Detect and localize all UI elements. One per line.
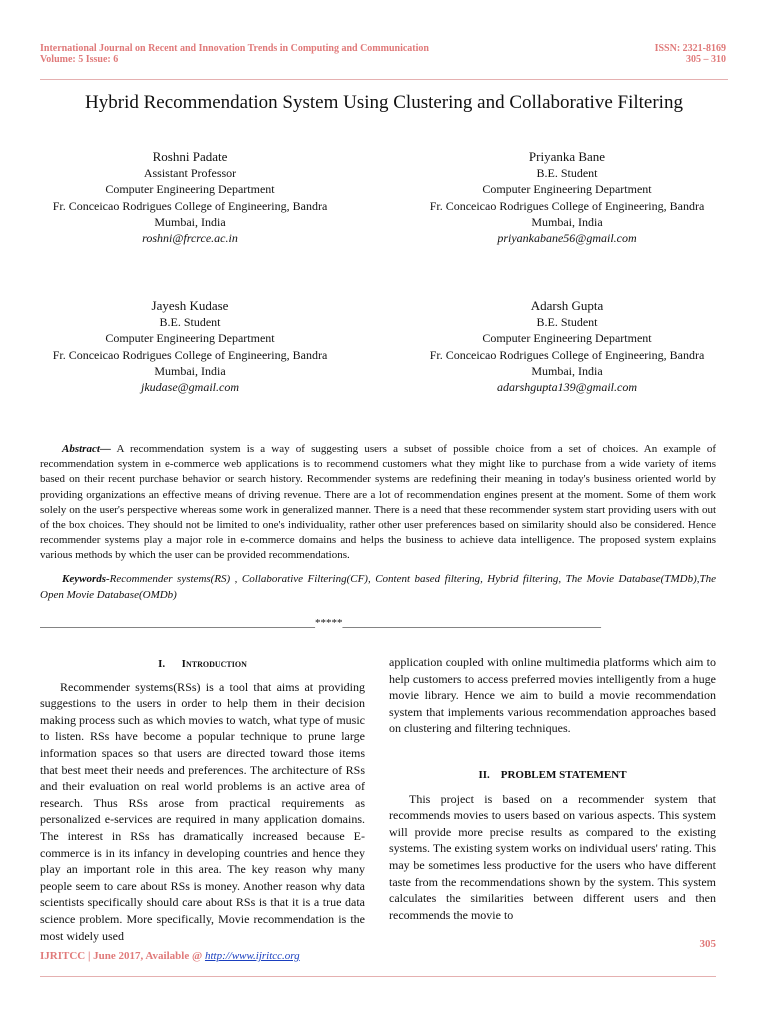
author-name: Roshni Padate [152, 149, 228, 164]
author-email[interactable]: roshni@frcrce.ac.in [142, 231, 238, 246]
page-number: 305 [699, 938, 716, 950]
page-range: 305 – 310 [686, 54, 726, 65]
author-college: Fr. Conceicao Rodrigues College of Engineering, Bandra [429, 198, 705, 213]
section-number: I. [158, 658, 166, 670]
section-separator: __________________________________________________*****_______________________________________________ [40, 617, 601, 629]
author-college: Fr. Conceicao Rodrigues College of Engineering, Bandra [52, 198, 328, 213]
journal-name: International Journal on Recent and Innovation Trends in Computing and Communication [40, 43, 429, 54]
section-title: PROBLEM STATEMENT [500, 768, 627, 781]
issn: ISSN: 2321-8169 [654, 43, 726, 54]
right-column [389, 654, 716, 923]
section-title: Introduction [181, 658, 247, 670]
author-college: Fr. Conceicao Rodrigues College of Engineering, Bandra [52, 347, 328, 362]
author-name: Adarsh Gupta [530, 298, 604, 313]
paper-title: Hybrid Recommendation System Using Clustering and Collaborative Filtering [85, 92, 683, 113]
author-dept: Computer Engineering Department [105, 182, 275, 197]
header-rule [40, 79, 728, 80]
author-role: B.E. Student [159, 315, 221, 329]
footer [40, 950, 300, 962]
author-email[interactable]: priyankabane56@gmail.com [497, 231, 637, 246]
author-role: B.E. Student [536, 166, 598, 180]
issn-block [606, 43, 726, 65]
section-heading [40, 656, 365, 673]
author-college: Fr. Conceicao Rodrigues College of Engineering, Bandra [429, 347, 705, 362]
author-block [402, 297, 732, 395]
author-role: B.E. Student [536, 315, 598, 329]
abstract [40, 442, 716, 564]
section-heading [389, 767, 716, 784]
author-block [402, 148, 732, 246]
keywords-label: Keywords- [62, 573, 110, 585]
author-dept: Computer Engineering Department [482, 182, 652, 197]
author-city: Mumbai, India [154, 214, 226, 229]
keywords [40, 572, 716, 603]
author-city: Mumbai, India [154, 363, 226, 378]
footer-text: IJRITCC | June 2017, Available @ [40, 950, 205, 962]
volume-issue: Volume: 5 Issue: 6 [40, 54, 119, 65]
author-name: Priyanka Bane [528, 149, 606, 164]
author-dept: Computer Engineering Department [482, 331, 652, 346]
paragraph: Recommender systems(RSs) is a tool that aims at providing suggestions to the users in order to help them in their decision making process such as which movies to watch, what type of music to listen. RSs have become a popular technique to prune large information spaces so that users are directed toward those items that best meet their needs and preferences. The architecture of RSs and their evaluation on real world problems is an active area of research. Thus RSs arose from practical requirements as personalized e-services are required in many application domains. The interest in RSs has dramatically increased because E-commerce is in its infancy in developing countries and hence they play an important role in this area. The key reason why many people seem to care about RSs is money. Another reason why data scientists specifically should care about RSs is that it is a true data science problem. More specifically, Movie recommendation is the most widely used [40, 679, 365, 943]
author-dept: Computer Engineering Department [105, 331, 275, 346]
left-column [40, 656, 365, 944]
author-role: Assistant Professor [143, 166, 237, 180]
author-email[interactable]: adarshgupta139@gmail.com [496, 380, 638, 395]
keywords-text: Recommender systems(RS) , Collaborative Filtering(CF), Content based filtering, Hybrid filtering, The Movie Database(TMDb),The Open Movie Database(OMDb) [40, 573, 716, 601]
footer-link[interactable]: http://www.ijritcc.org [204, 950, 300, 962]
author-email[interactable]: jkudase@gmail.com [140, 380, 240, 395]
paragraph: This project is based on a recommender system that recommends movies to users based on various aspects. This system will provide more precise results as compared to the existing systems. The existing system works on individual users' rating. This may be sometimes less productive for the users who have different taste from the recommendations shown by the system. This system calculates the similarities between different users and then recommends the movie to [389, 791, 716, 922]
author-name: Jayesh Kudase [151, 298, 229, 313]
abstract-text: A recommendation system is a way of suggesting users a subset of possible choice from a set of choices. An example of recommendation system in e-commerce web applications is to recommend customers what they might like to purchase from a wide variety of items based on their recent purchase behavior or search history. Recommender systems are redefining their meaning in today's business oriented world by providing organizations an effective means of driving revenue. There are a lot of recommendation engines present at the moment. Some of them work solely on the user's perspective whereas some work in generalized manner. There is a need that these recommender system start providing users with out of the box choices. They should not be limited to one's individuality, rather other user preferences based on similarity should also be considered. Hence recommender systems play a major role in e-commerce domains and helps the business to achieve data intelligence. The proposed system explains various methods by which the user can be provided recommendations. [40, 443, 716, 562]
paragraph: application coupled with online multimedia platforms which aim to help customers to access preferred movies intelligently from a huge movie library. Hence we aim to build a movie recommendation system that implements various recommendation approaches based on clustering and filtering techniques. [389, 655, 716, 736]
section-number: II. [478, 768, 490, 781]
author-block [25, 148, 355, 246]
abstract-label: Abstract— [62, 443, 111, 455]
author-city: Mumbai, India [531, 363, 603, 378]
journal-header [40, 43, 560, 65]
author-city: Mumbai, India [531, 214, 603, 229]
author-block [25, 297, 355, 395]
footer-rule [40, 976, 716, 977]
